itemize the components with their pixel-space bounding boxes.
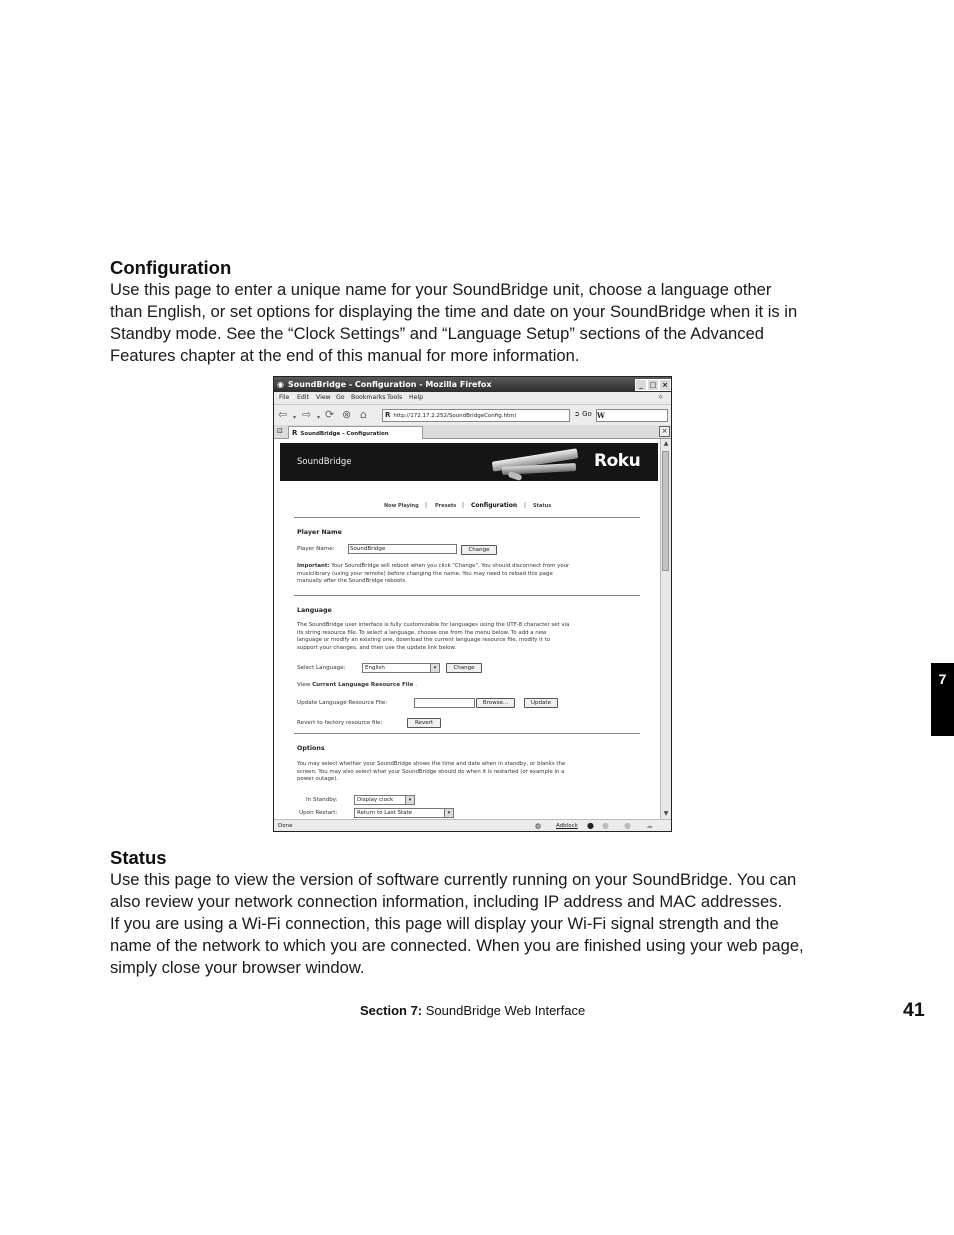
update-button[interactable]: Update — [524, 698, 558, 708]
paragraph-line: Use this page to view the version of software currently running on your SoundBridge. You can — [110, 870, 797, 889]
description-line: support your changes, and then use the update link below. — [297, 644, 457, 651]
scrollbar-thumb[interactable] — [662, 451, 669, 571]
restart-label: Upon Restart: — [299, 810, 338, 816]
new-tab-icon[interactable]: ⊡ — [277, 427, 283, 435]
paragraph-line: Standby mode. See the “Clock Settings” and “Language Setup” sections of the Advanced — [110, 324, 765, 343]
description-line: The SoundBridge user interface is fully customizable for languages using the UTF-8 character set via — [297, 622, 570, 628]
forward-icon[interactable]: ⇨ — [302, 408, 312, 421]
browse-button[interactable]: Browse... — [476, 698, 515, 708]
status-text: Done — [278, 823, 293, 829]
maximize-button[interactable]: □ — [647, 379, 659, 391]
standby-select[interactable] — [354, 795, 415, 805]
configuration-heading: Configuration — [110, 257, 232, 278]
url-text: http://172.17.2.252/SoundBridgeConfig.html — [393, 413, 517, 419]
paragraph-line: than English, or set options for displaying the time and date on your SoundBridge when it is in — [110, 302, 798, 321]
firefox-icon: ◉ — [277, 380, 284, 389]
scroll-down-icon[interactable]: ▼ — [663, 810, 669, 817]
status-icon: ● — [624, 821, 631, 830]
paragraph-line: name of the network to which you are connected. When you are finished using your web page, — [110, 936, 804, 955]
footer-section-label: Section 7: — [360, 1003, 423, 1018]
menu-go[interactable]: Go — [336, 394, 345, 401]
standby-selected-value: Display clock — [357, 797, 394, 803]
status-icon: ◍ — [535, 822, 542, 830]
nav-now-playing[interactable]: Now Playing — [384, 503, 419, 509]
update-resource-label: Update Language Resource File: — [297, 700, 388, 706]
current-language-file-link[interactable]: Current Language Resource File — [312, 682, 414, 688]
soundbridge-banner — [280, 443, 658, 481]
window-title: SoundBridge - Configuration - Mozilla Firefox — [288, 380, 492, 389]
description-line: You may select whether your SoundBridge shows the time and date when in standby, or blanks the — [297, 761, 566, 767]
revert-label: Revert to factory resource file: — [297, 720, 383, 726]
standby-label: In Standby: — [306, 797, 338, 803]
chevron-down-icon: ▾ — [430, 664, 439, 672]
description-line: screen. You may also select what your SoundBridge should do when it is restarted (or example in a — [297, 768, 565, 775]
configuration-paragraph — [110, 279, 850, 367]
status-icon: ● — [587, 821, 594, 830]
options-heading: Options — [297, 745, 325, 752]
language-select[interactable] — [362, 663, 440, 673]
view-prefix: View — [297, 682, 313, 688]
nav-separator: | — [462, 502, 465, 509]
nav-presets[interactable]: Presets — [435, 503, 457, 509]
address-bar[interactable] — [382, 409, 570, 422]
restart-selected-value: Return to Last State — [357, 810, 413, 816]
player-name-label: Player Name: — [297, 546, 335, 552]
menu-file[interactable]: File — [279, 394, 290, 401]
revert-button[interactable]: Revert — [407, 718, 441, 728]
navigation-toolbar — [274, 405, 671, 426]
window-titlebar — [274, 377, 671, 392]
roku-logo: Roku — [594, 451, 641, 471]
language-description — [297, 622, 569, 652]
language-selected-value: English — [365, 665, 385, 671]
divider — [294, 595, 640, 596]
nav-configuration[interactable]: Configuration — [471, 502, 518, 509]
player-name-input[interactable] — [348, 544, 457, 554]
note-text: Your SoundBridge will reboot when you click "Change". You should disconnect from your — [329, 563, 570, 569]
divider — [294, 733, 640, 734]
nav-separator: | — [425, 502, 428, 509]
nav-status[interactable]: Status — [533, 503, 552, 509]
tab-title: SoundBridge - Configuration — [300, 431, 389, 437]
home-icon[interactable]: ⌂ — [360, 408, 367, 421]
footer-section-title: SoundBridge Web Interface — [422, 1003, 586, 1018]
options-description — [297, 761, 565, 784]
player-name-value: SoundBridge — [350, 546, 386, 552]
status-heading: Status — [110, 847, 167, 868]
note-line: musiclibrary (using your remote) before changing the name. You may need to reload this page — [297, 570, 553, 577]
player-name-note — [297, 563, 569, 586]
paragraph-line: simply close your browser window. — [110, 958, 365, 977]
status-bar — [274, 819, 671, 832]
close-button[interactable]: × — [659, 379, 671, 391]
reload-icon[interactable]: ⟳ — [325, 408, 335, 421]
tab-bar — [274, 425, 671, 439]
player-name-change-button[interactable]: Change — [461, 545, 497, 555]
language-change-button[interactable]: Change — [446, 663, 482, 673]
important-label: Important: — [297, 563, 330, 569]
paragraph-line: Features chapter at the end of this manual for more information. — [110, 346, 580, 365]
throbber-icon: ✲ — [658, 394, 664, 401]
go-label: Go — [582, 410, 592, 418]
player-name-heading: Player Name — [297, 529, 342, 536]
select-language-label: Select Language: — [297, 665, 346, 671]
browser-screenshot — [273, 376, 672, 832]
paragraph-line: Use this page to enter a unique name for your SoundBridge unit, choose a language other — [110, 280, 772, 299]
menu-bar — [274, 392, 671, 405]
view-resource-file-line — [297, 682, 417, 688]
chapter-tab — [931, 663, 954, 736]
stop-icon[interactable]: ⊗ — [342, 408, 352, 421]
search-engine-icon: W — [597, 411, 605, 420]
back-dropdown-icon[interactable]: ▾ — [293, 414, 297, 421]
tab-favicon: R — [292, 429, 298, 437]
go-button[interactable]: ➲ Go — [574, 410, 592, 418]
description-line: language or modify an existing one, download the current language resource file, modify it to — [297, 637, 550, 643]
language-heading: Language — [297, 607, 332, 614]
vertical-scrollbar[interactable] — [660, 439, 671, 819]
weather-icon: ☁ — [646, 822, 653, 830]
back-icon[interactable]: ⇦ — [278, 408, 288, 421]
nav-separator: | — [524, 502, 527, 509]
status-paragraph — [110, 869, 850, 979]
adblock-button[interactable]: Adblock — [556, 823, 578, 829]
menu-edit[interactable]: Edit — [297, 394, 309, 401]
status-icon: ● — [602, 821, 609, 830]
description-line: its string resource file. To select a language, choose one from the menu below. To add a new — [297, 629, 547, 636]
menu-help[interactable]: Help — [409, 394, 424, 401]
scroll-up-icon[interactable]: ▲ — [663, 440, 669, 447]
note-line — [297, 563, 569, 571]
paragraph-line: also review your network connection information, including IP address and MAC addresses. — [110, 892, 783, 911]
menu-tools[interactable]: Tools — [387, 394, 403, 401]
soundbridge-brand: SoundBridge — [297, 457, 352, 467]
search-box[interactable] — [596, 409, 668, 422]
chapter-number: 7 — [938, 671, 947, 687]
description-line: power outage). — [297, 776, 339, 782]
view-suffix: . — [413, 682, 417, 688]
tab-soundbridge-configuration[interactable] — [288, 426, 423, 439]
page-content — [274, 439, 659, 819]
note-line: manually after the SoundBridge reboots. — [297, 578, 407, 584]
chevron-down-icon: ▾ — [444, 809, 453, 817]
chevron-down-icon: ▾ — [405, 796, 414, 804]
divider — [294, 517, 640, 518]
menu-view[interactable]: View — [316, 394, 331, 401]
site-favicon: R — [385, 411, 391, 419]
minimize-button[interactable]: _ — [635, 379, 647, 391]
resource-file-input[interactable] — [414, 698, 475, 708]
page-footer — [360, 1003, 585, 1018]
close-tab-icon[interactable]: × — [659, 426, 670, 437]
paragraph-line: If you are using a Wi-Fi connection, this page will display your Wi-Fi signal strength and the — [110, 914, 779, 933]
page-number: 41 — [903, 999, 925, 1021]
forward-dropdown-icon[interactable]: ▾ — [317, 414, 321, 421]
restart-select[interactable] — [354, 808, 454, 818]
menu-bookmarks[interactable]: Bookmarks — [351, 394, 386, 401]
